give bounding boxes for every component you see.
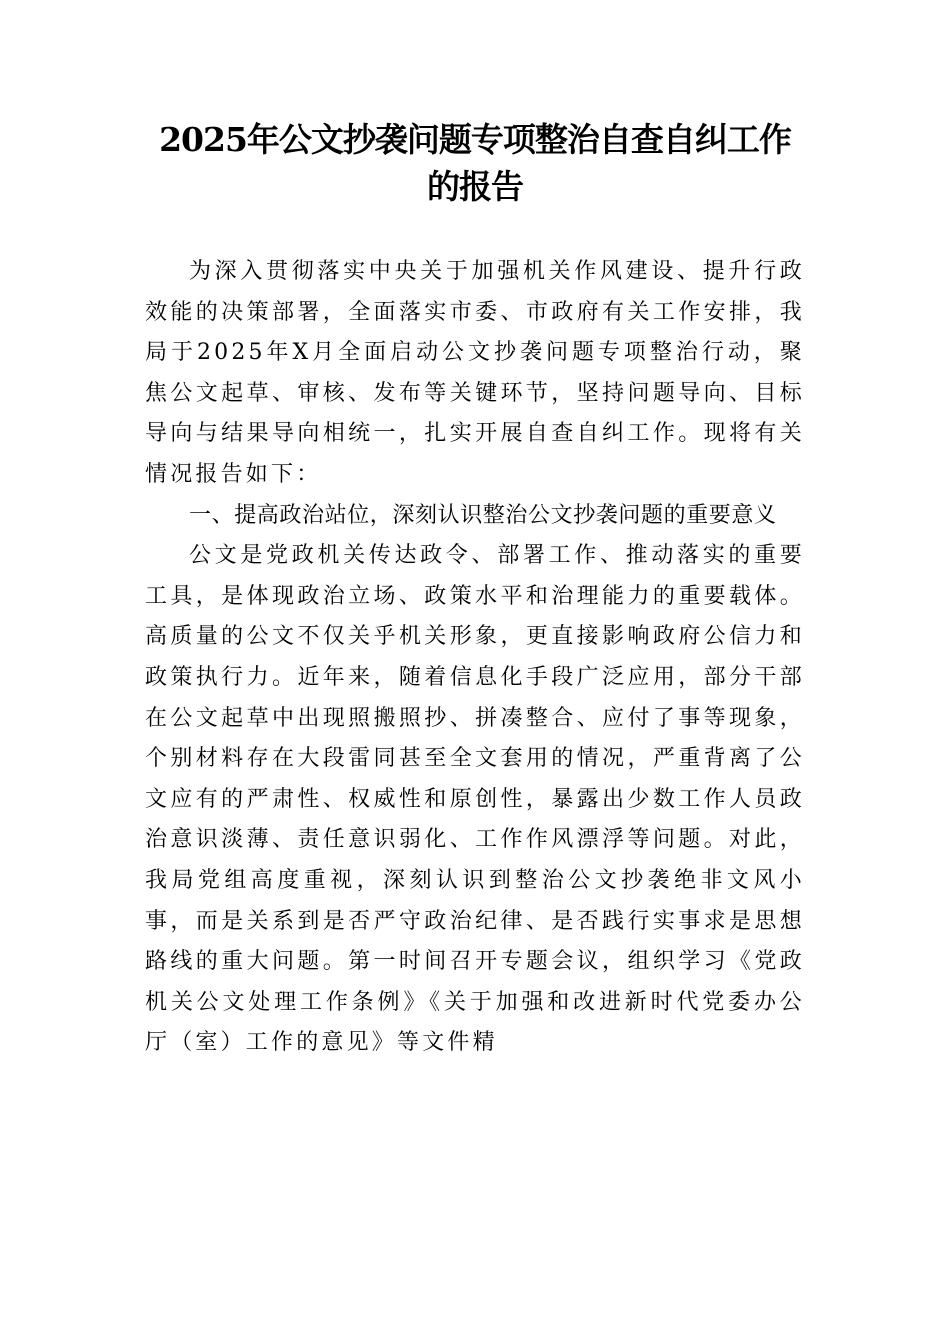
section-heading: 一、提高政治站位，深刻认识整治公文抄袭问题的重要意义 bbox=[189, 502, 777, 528]
section-paragraph: 公文是党政机关传达政令、部署工作、推动落实的重要工具，是体现政治立场、政策水平和治理能力的重要载体。高质量的公文不仅关乎机关形象，更直接影响政府公信力和政策执行力。近年来，随着信息化手段广泛应用，部分干部在公文起草中出现照搬照抄、拼凑整合、应付了事等现象，个别材料存在大段雷同甚至全文套用的情况，严重背离了公文应有的严肃性、权威性和原创性，暴露出少数工作人员政治意识淡薄、责任意识弱化、工作作风漂浮等问题。对此，我局党组高度重视，深刻认识到整治公文抄袭绝非文风小事，而是关系到是否严守政治纪律、是否践行实事求是思想路线的重大问题。第一时间召开专题会议，组织学习《党政机关公文处理工作条例》《关于加强和改进新时代党委办公厅（室）工作的意见》等文件精 bbox=[145, 543, 805, 1056]
document-body bbox=[145, 252, 805, 1064]
document-title: 2025年公文抄袭问题专项整治自查自纠工作的报告 bbox=[159, 120, 791, 206]
intro-paragraph: 为深入贯彻落实中央关于加强机关作风建设、提升行政效能的决策部署，全面落实市委、市政府有关工作安排，我局于2025年X月全面启动公文抄袭问题专项整治行动，聚焦公文起草、审核、发布等关键环节，坚持问题导向、目标导向与结果导向相统一，扎实开展自查自纠工作。现将有关情况报告如下： bbox=[145, 259, 805, 487]
